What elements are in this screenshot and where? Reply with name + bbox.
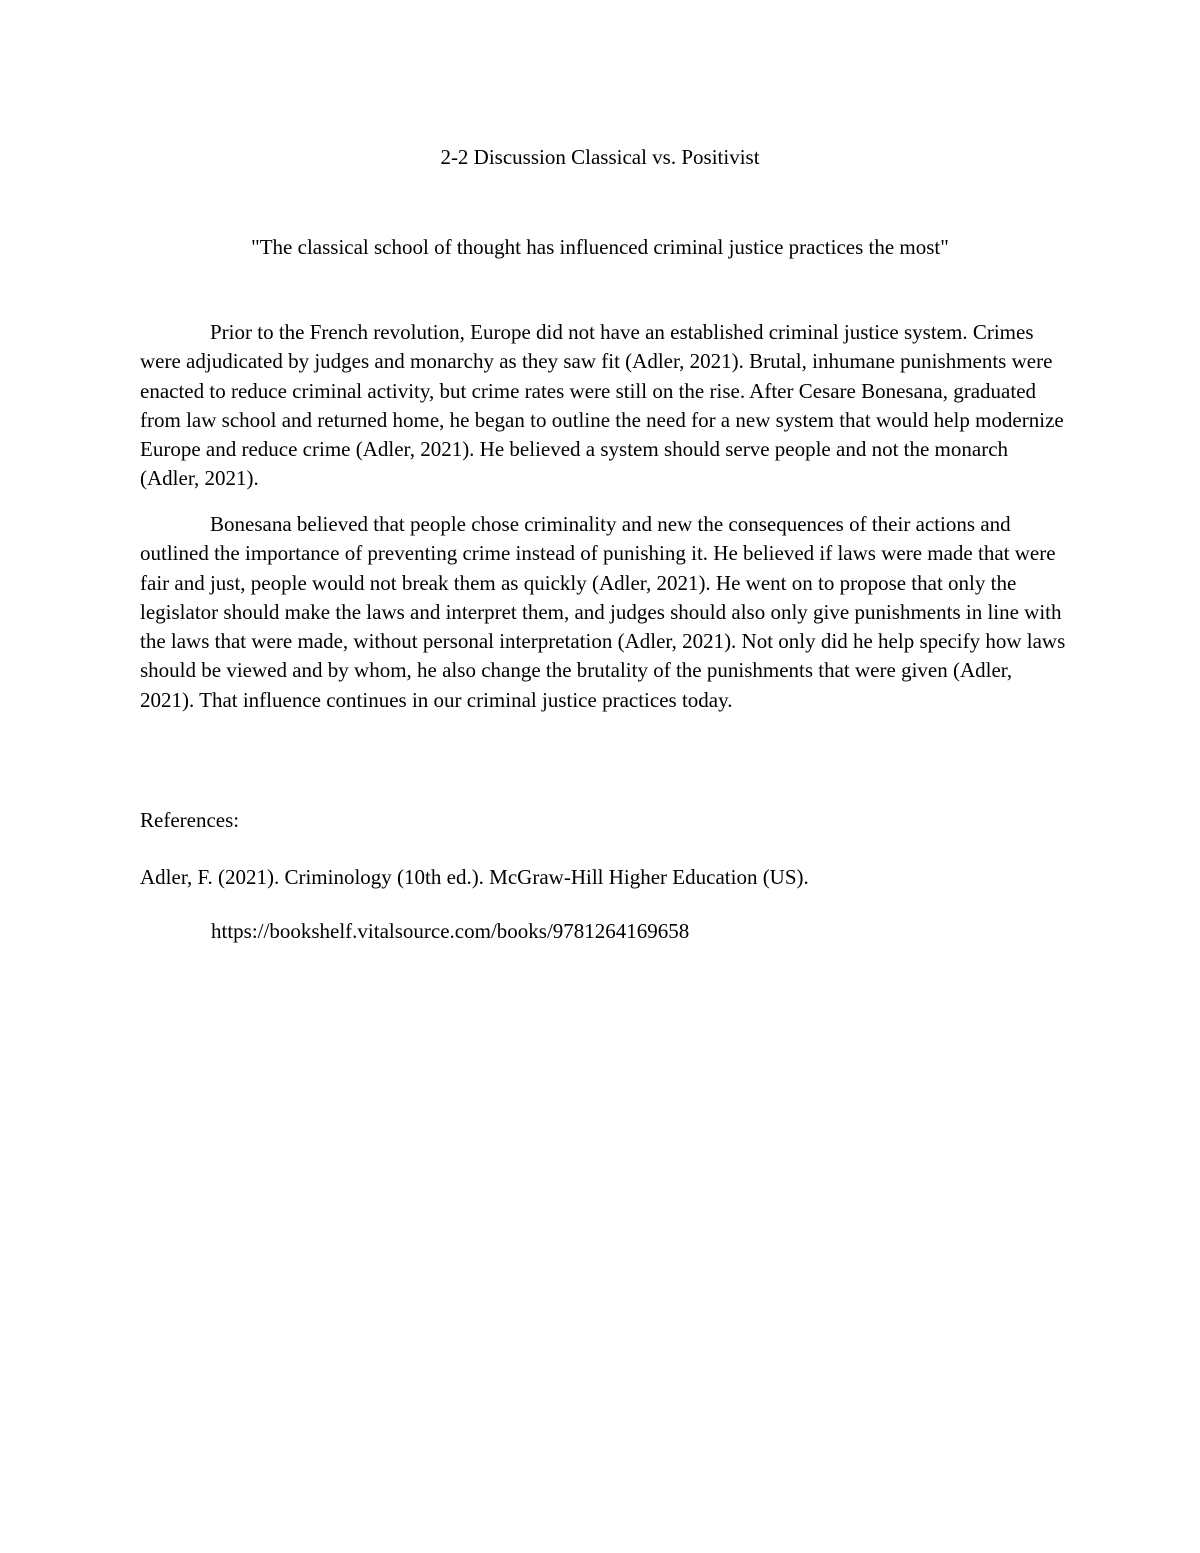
references-heading: References: bbox=[140, 808, 240, 832]
reference-citation: Adler, F. (2021). Criminology (10th ed.). McGraw-Hill Higher Education (US). bbox=[140, 865, 809, 889]
body-paragraph-2: Bonesana believed that people chose criminality and new the consequences of their actions and outlined the importance of preventing crime instead of punishing it. He believed if laws were made that were fair and just, people would not break them as quickly (Adler, 2021). He went on to propose that only the legislator should make the laws and interpret them, and judges should also only give punishments in line with the laws that were made, without personal interpretation (Adler, 2021). Not only did he help specify how laws should be viewed and by whom, he also change the brutality of the punishments that were given (Adler, 2021). That influence continues in our criminal justice practices today. bbox=[140, 512, 1066, 712]
page-title: 2-2 Discussion Classical vs. Positivist bbox=[440, 145, 760, 169]
document-subtitle: "The classical school of thought has influenced criminal justice practices the most" bbox=[251, 235, 949, 259]
body-paragraph-1: Prior to the French revolution, Europe did not have an established criminal justice system. Crimes were adjudicated by judges and monarchy as they saw fit (Adler, 2021). Brutal, inhumane punishments were enacted to reduce criminal activity, but crime rates were still on the rise. After Cesare Bonesana, graduated from law school and returned home, he began to outline the need for a new system that would help modernize Europe and reduce crime (Adler, 2021). He believed a system should serve people and not the monarch (Adler, 2021). bbox=[140, 320, 1064, 491]
reference-url: https://bookshelf.vitalsource.com/books/9781264169658 bbox=[211, 919, 690, 943]
